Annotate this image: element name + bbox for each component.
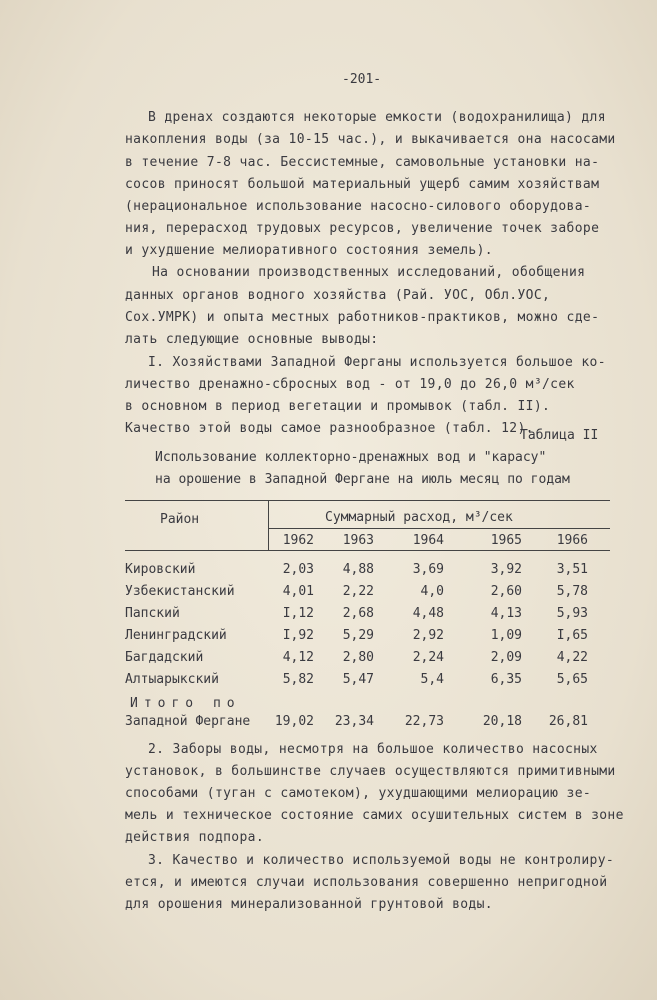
table-cell: 5,65 xyxy=(556,672,588,687)
table-cell: 2,60 xyxy=(490,584,522,599)
table-header-year: 1962 xyxy=(282,533,314,548)
table-cell: 5,93 xyxy=(556,606,588,621)
text-line: ется, и имеются случаи использования совершенно непригодной xyxy=(125,875,608,890)
table-total-label: Западной Фергане xyxy=(125,714,251,729)
text-line: в течение 7-8 час. Бессистемные, самовольные установки на- xyxy=(125,155,600,170)
text-line: действия подпора. xyxy=(125,830,265,845)
table-cell: 4,48 xyxy=(412,606,444,621)
table-row-region: Багдадский xyxy=(125,650,204,665)
table-cell: 2,92 xyxy=(412,628,444,643)
text-line: сосов приносят большой материальный ущерб самим хозяйствам xyxy=(125,177,600,192)
table-cell: 2,03 xyxy=(282,562,314,577)
table-cell: I,12 xyxy=(282,606,314,621)
text-line: 2. Заборы воды, несмотря на большое количество насосных xyxy=(148,742,598,757)
table-cell: 2,68 xyxy=(342,606,374,621)
table-title: на орошение в Западной Фергане на июль месяц по годам xyxy=(155,472,570,487)
table-cell: 4,13 xyxy=(490,606,522,621)
table-cell: 4,88 xyxy=(342,562,374,577)
table-total-cell: 19,02 xyxy=(274,714,314,729)
text-line: лать следующие основные выводы: xyxy=(125,332,379,347)
table-label: Таблица II xyxy=(520,428,599,443)
table-cell: 3,51 xyxy=(556,562,588,577)
table-total-cell: 23,34 xyxy=(334,714,374,729)
table-cell: 5,82 xyxy=(282,672,314,687)
text-line: мель и техническое состояние самих осушительных систем в зоне xyxy=(125,808,624,823)
table-header-year: 1963 xyxy=(342,533,374,548)
table-row-region: Кировский xyxy=(125,562,196,577)
table-title: Использование коллекторно-дренажных вод и "карасу" xyxy=(155,450,547,465)
table-row-region: Ленинградский xyxy=(125,628,227,643)
text-line: Качество этой воды самое разнообразное (табл. 12). xyxy=(125,421,534,436)
text-line: Сох.УМРК) и опыта местных работников-практиков, можно сде- xyxy=(125,310,600,325)
text-line: (нерациональное использование насосно-силового оборудова- xyxy=(125,199,592,214)
page-number: -201- xyxy=(342,72,382,87)
text-line: установок, в большинстве случаев осуществляются примитивными xyxy=(125,764,616,779)
table-subheader-rule xyxy=(268,528,610,529)
table-row-region: Узбекистанский xyxy=(125,584,235,599)
table-cell: 4,12 xyxy=(282,650,314,665)
text-line: На основании производственных исследований, обобщения xyxy=(152,265,586,280)
table-cell: 5,29 xyxy=(342,628,374,643)
text-line: личество дренажно-сбросных вод - от 19,0 до 26,0 м³/сек xyxy=(125,377,575,392)
table-cell: 5,4 xyxy=(420,672,444,687)
table-row-region: Алтыарыкский xyxy=(125,672,219,687)
text-line: в основном в период вегетации и промывок (табл. II). xyxy=(125,399,551,414)
table-header-year: 1965 xyxy=(490,533,522,548)
table-cell: 6,35 xyxy=(490,672,522,687)
table-total-cell: 20,18 xyxy=(482,714,522,729)
table-cell: 2,80 xyxy=(342,650,374,665)
text-line: В дренах создаются некоторые емкости (водохранилища) для xyxy=(148,110,606,125)
text-line: и ухудшение мелиоративного состояния земель). xyxy=(125,243,493,258)
table-cell: 5,47 xyxy=(342,672,374,687)
table-header-rule xyxy=(125,550,610,551)
table-top-rule xyxy=(125,500,610,501)
table-cell: 2,24 xyxy=(412,650,444,665)
table-header-year: 1964 xyxy=(412,533,444,548)
table-cell: 1,09 xyxy=(490,628,522,643)
table-total-label: Итого по xyxy=(130,696,241,711)
text-line: ния, перерасход трудовых ресурсов, увеличение точек заборе xyxy=(125,221,600,236)
text-line: данных органов водного хозяйства (Рай. УОС, Обл.УОС, xyxy=(125,288,551,303)
table-header-group: Суммарный расход, м³/сек xyxy=(325,510,513,525)
table-total-cell: 22,73 xyxy=(404,714,444,729)
table-cell: 5,78 xyxy=(556,584,588,599)
table-total-cell: 26,81 xyxy=(548,714,588,729)
table-cell: 4,0 xyxy=(420,584,444,599)
table-cell: 2,09 xyxy=(490,650,522,665)
table-cell: 4,01 xyxy=(282,584,314,599)
text-line: для орошения минерализованной грунтовой воды. xyxy=(125,897,493,912)
table-header-year: 1966 xyxy=(556,533,588,548)
table-cell: I,92 xyxy=(282,628,314,643)
table-cell: 2,22 xyxy=(342,584,374,599)
text-line: I. Хозяйствами Западной Ферганы используется большое ко- xyxy=(148,355,606,370)
text-line: 3. Качество и количество используемой воды не контролиру- xyxy=(148,853,615,868)
text-line: накопления воды (за 10-15 час.), и выкачивается она насосами xyxy=(125,132,616,147)
table-cell: 3,69 xyxy=(412,562,444,577)
table-row-region: Папский xyxy=(125,606,180,621)
table-cell: I,65 xyxy=(556,628,588,643)
table-cell: 3,92 xyxy=(490,562,522,577)
table-header-region: Район xyxy=(160,512,200,527)
text-line: способами (туган с самотеком), ухудшающими мелиорацию зе- xyxy=(125,786,592,801)
table-cell: 4,22 xyxy=(556,650,588,665)
